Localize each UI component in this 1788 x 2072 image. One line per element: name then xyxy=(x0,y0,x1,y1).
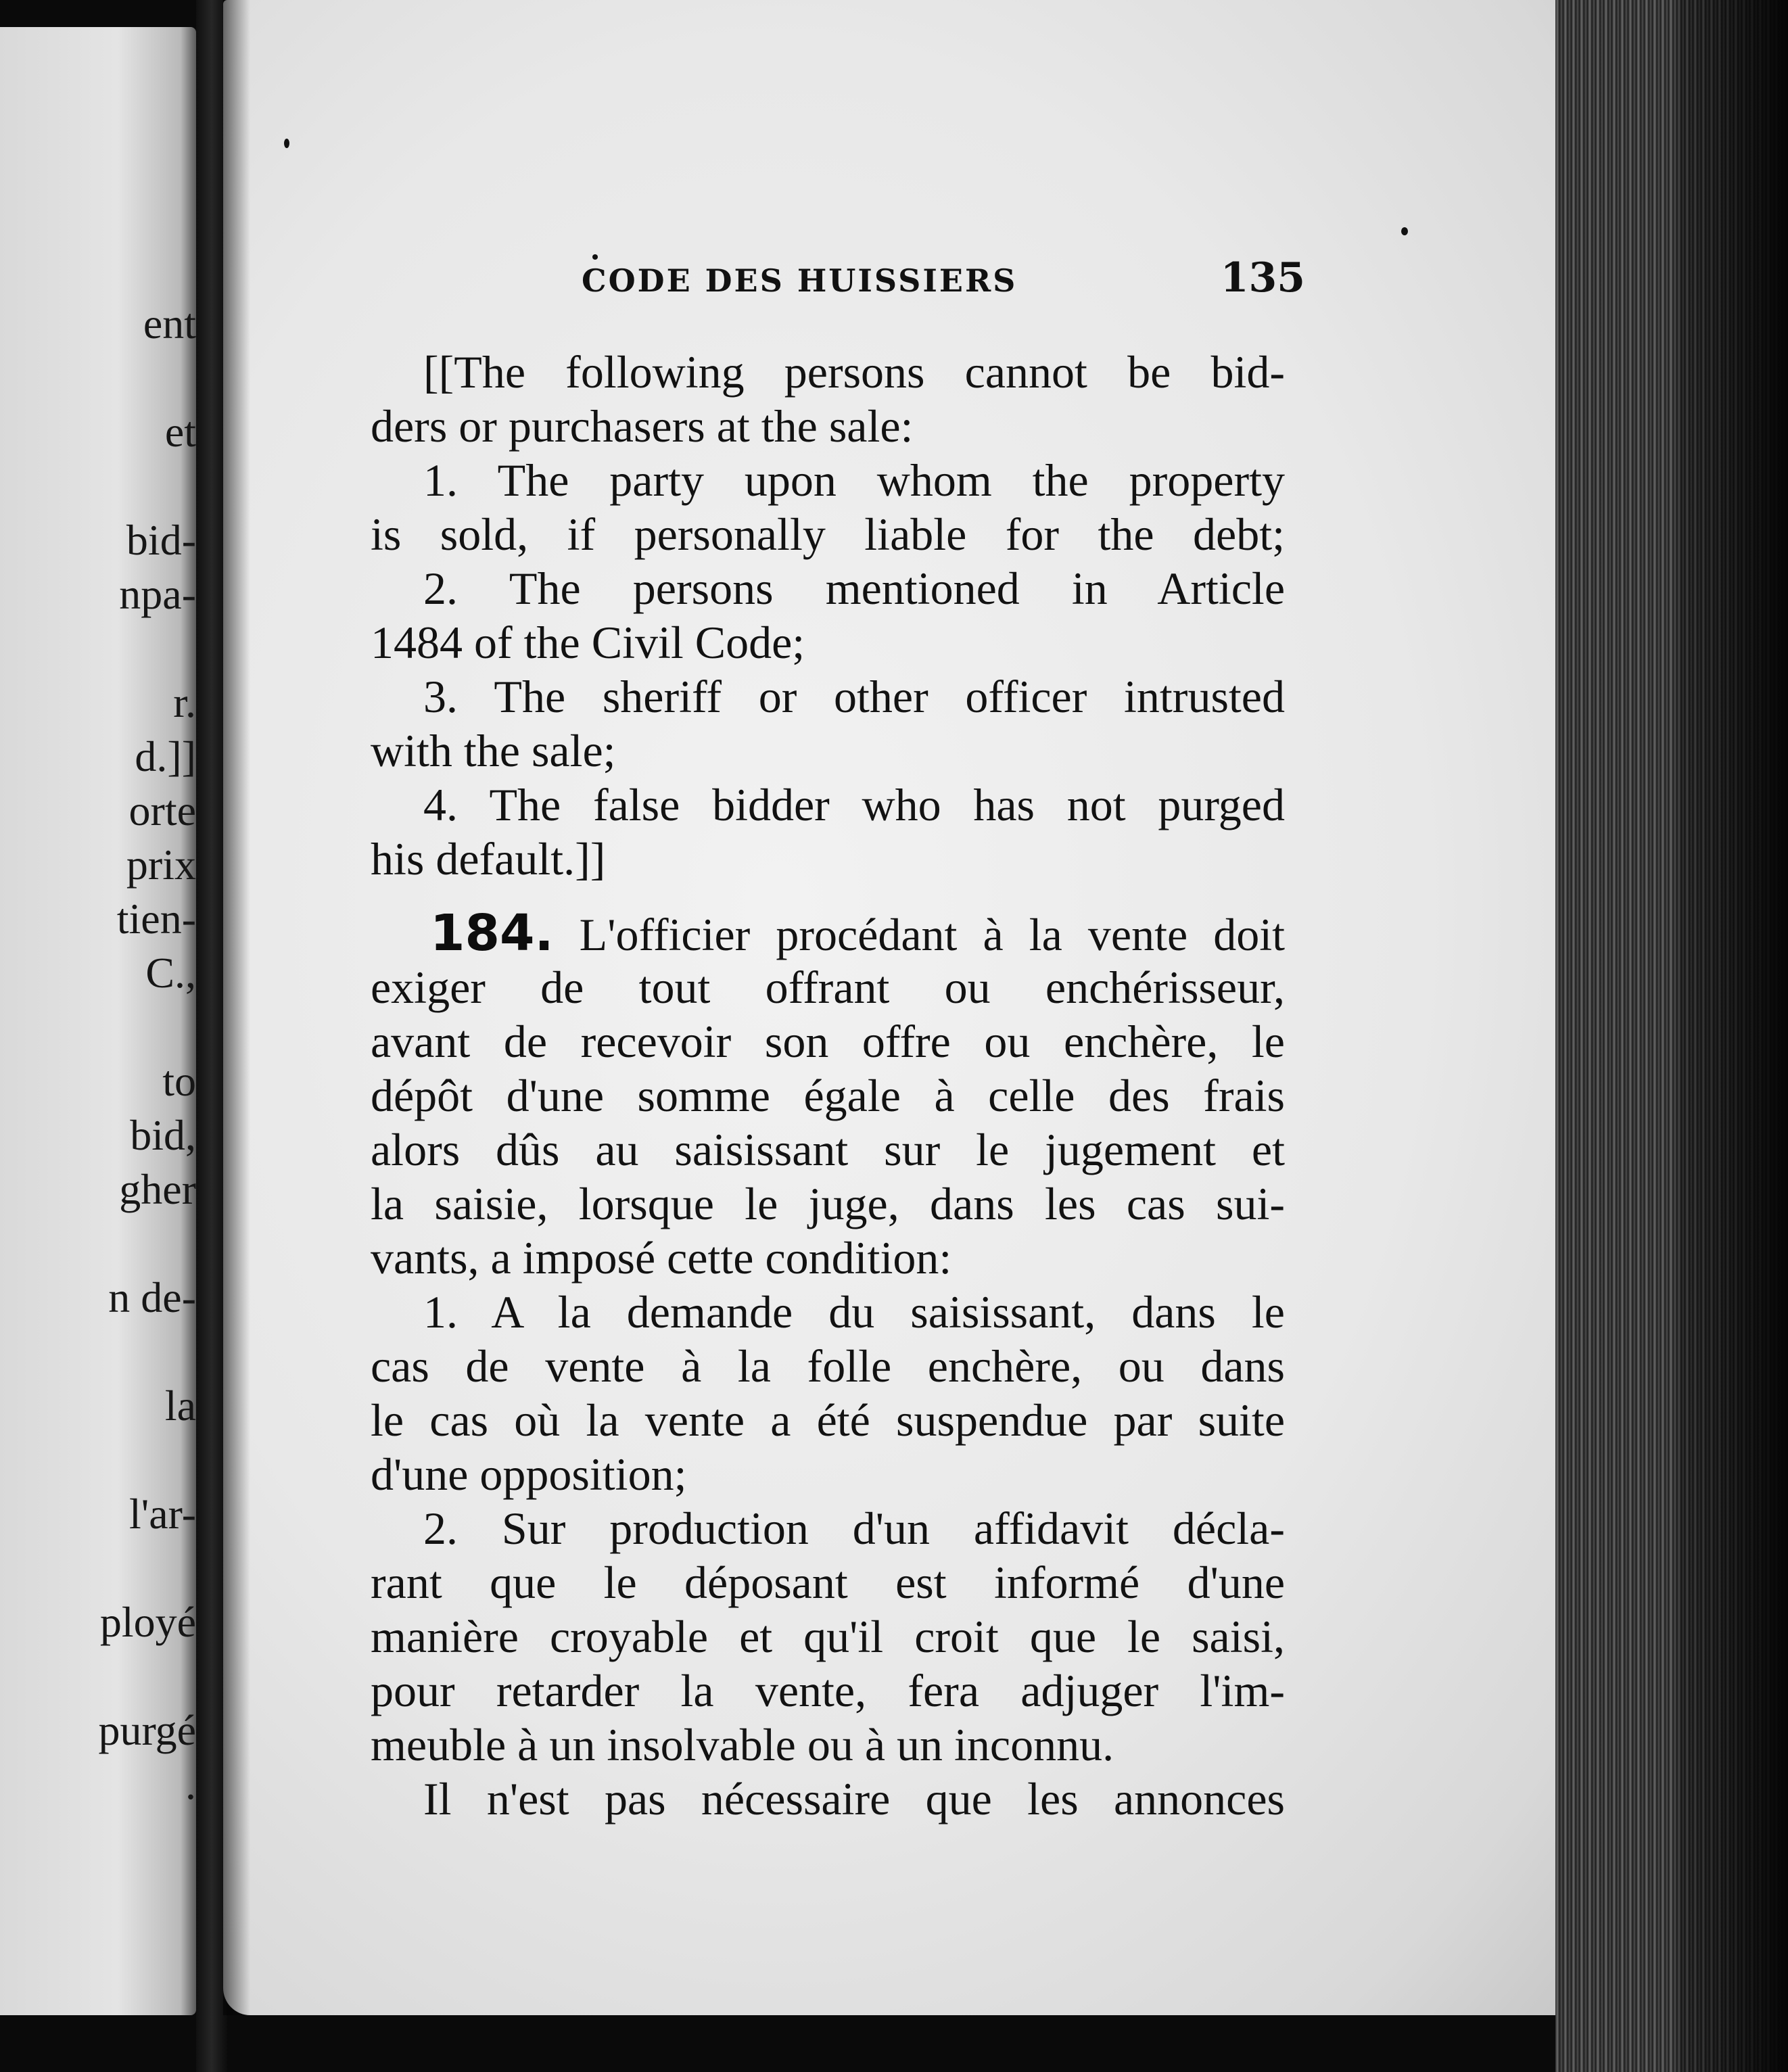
left-page-fragment: bid, xyxy=(130,1111,196,1159)
left-page-fragment: ployé xyxy=(99,1598,196,1646)
scan-speck xyxy=(592,254,598,260)
left-page-fragment: gher xyxy=(119,1165,196,1213)
left-page-fragment: npa- xyxy=(119,570,196,618)
left-page-fragment: prix xyxy=(126,841,196,889)
list-item-line: 2. The persons mentioned in Article xyxy=(423,563,1285,614)
text-line: is sold, if personally liable for the debt; xyxy=(371,509,1285,560)
text-line: la saisie, lorsque le juge, dans les cas sui- xyxy=(371,1178,1285,1229)
body-text xyxy=(371,345,1285,1826)
page-block-shadow xyxy=(1677,0,1788,2072)
text-line: vants, a imposé cette condition: xyxy=(371,1232,952,1284)
article-first-line xyxy=(371,906,1285,960)
text-line: avant de recevoir son offre ou enchère, le xyxy=(371,1016,1285,1067)
left-page-fragment: bid- xyxy=(126,516,196,564)
text-line: manière croyable et qu'il croit que le saisi, xyxy=(371,1611,1285,1662)
left-page-fragment: d.]] xyxy=(135,732,196,780)
list-item-line: 1. The party upon whom the property xyxy=(423,454,1285,506)
left-page-fragment: et xyxy=(164,408,196,456)
list-item-line: 2. Sur production d'un affidavit décla- xyxy=(423,1503,1285,1554)
scan-speck xyxy=(284,139,289,148)
text-line: cas de vente à la folle enchère, ou dans xyxy=(371,1340,1285,1392)
text-line: pour retarder la vente, fera adjuger l'im- xyxy=(371,1665,1285,1716)
article-number: 184. xyxy=(430,904,554,962)
list-item-line: 1. A la demande du saisissant, dans le xyxy=(423,1286,1285,1338)
left-page-fragment: tien- xyxy=(116,895,196,943)
left-page-fragment: purgé xyxy=(98,1706,196,1754)
text-line: dépôt d'une somme égale à celle des frais xyxy=(371,1070,1285,1121)
text-line: 1484 of the Civil Code; xyxy=(371,617,805,668)
list-item-line: 4. The false bidder who has not purged xyxy=(423,779,1285,830)
text-line: meuble à un insolvable ou à un inconnu. xyxy=(371,1719,1114,1770)
left-page-fragment: orte xyxy=(128,786,196,834)
left-page-fragment: n de- xyxy=(108,1273,196,1321)
left-page-fragment: ent xyxy=(143,300,196,348)
page-number: 135 xyxy=(1220,254,1305,302)
left-page-fragment: la xyxy=(164,1382,196,1430)
left-facing-page xyxy=(0,27,196,2015)
text-line: alors dûs au saisissant sur le jugement et xyxy=(371,1124,1285,1175)
text-line: L'officier procédant à la vente doit xyxy=(579,909,1285,960)
list-item-line: 3. The sheriff or other officer intrusted xyxy=(423,671,1285,722)
left-page-fragment: l'ar- xyxy=(128,1490,196,1538)
text-line: le cas où la vente a été suspendue par suite xyxy=(371,1394,1285,1446)
text-line: with the sale; xyxy=(371,725,616,776)
left-page-fragment: C., xyxy=(145,949,196,997)
text-line: ders or purchasers at the sale: xyxy=(371,400,914,452)
text-line: [[The following persons cannot be bid- xyxy=(423,346,1285,398)
text-line: exiger de tout offrant ou enchérisseur, xyxy=(371,962,1285,1013)
left-page-fragment: to xyxy=(162,1057,196,1105)
text-line: d'une opposition; xyxy=(371,1449,687,1500)
left-page-fragment: . xyxy=(185,1760,196,1808)
text-line: his default.]] xyxy=(371,833,606,885)
text-line: rant que le déposant est informé d'une xyxy=(371,1557,1285,1608)
left-page-fragment: r. xyxy=(173,678,196,726)
scan-speck xyxy=(1401,227,1408,235)
running-title: CODE DES HUISSIERS xyxy=(582,262,1018,299)
text-line: Il n'est pas nécessaire que les annonces xyxy=(423,1773,1285,1824)
page-shadow xyxy=(223,0,250,2015)
